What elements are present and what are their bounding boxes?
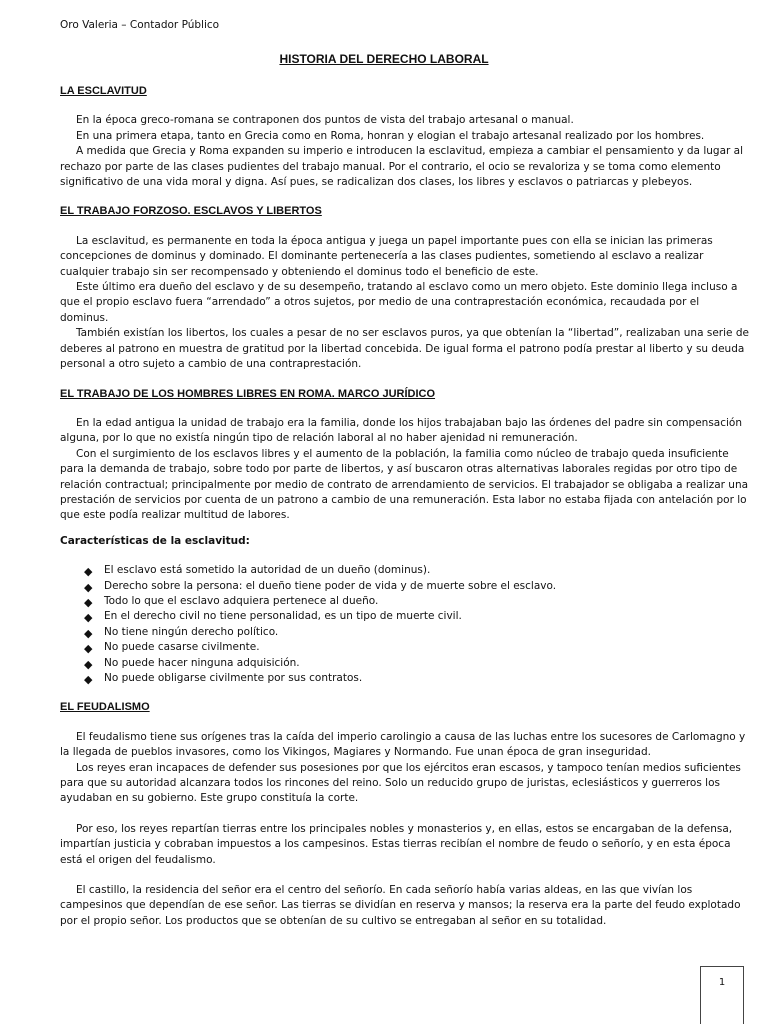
- list-item-text: En el derecho civil no tiene personalidad, es un tipo de muerte civil.: [104, 610, 462, 623]
- list-item-text: No puede casarse civilmente.: [104, 641, 260, 654]
- paragraph: También existían los libertos, los cuales a pesar de no ser esclavos puros, ya que obtenían la “libertad”, realizaban una serie de deberes al patrono en muestra de gratitud por la libertad concebida. De igual forma el patrono podía prestar al liberto y su deuda personal a otro sujeto a cambio de una contraprestación.: [60, 327, 749, 371]
- section-trabajo-forzoso: [60, 204, 750, 372]
- diamond-bullet-icon: ◆: [84, 611, 93, 625]
- section-hombres-libres: [60, 387, 750, 687]
- list-item-text: No puede obligarse civilmente por sus contratos.: [104, 672, 363, 684]
- diamond-bullet-icon: ◆: [84, 642, 93, 656]
- list-item: [84, 656, 750, 671]
- list-item: [84, 671, 750, 686]
- section-heading: EL FEUDALISMO: [60, 701, 150, 714]
- page-number: 1: [700, 966, 744, 1024]
- diamond-bullet-icon: ◆: [84, 626, 93, 640]
- paragraph: Con el surgimiento de los esclavos libres y el aumento de la población, la familia como núcleo de trabajo queda insuficiente para la demanda de trabajo, sobre todo por parte de libertos, y así buscaron otras alternativas laborales regidas por otro tipo de relación contractual; principalmente por medio de contrato de arrendamiento de servicios. El trabajador se obligaba a realizar una prestación de servicios por cuenta de un patrono a cambio de una remuneración. Esta labor no estaba fijada con antelación por lo que este podía realizar multitud de labores.: [60, 447, 749, 522]
- bullet-list: [60, 563, 750, 686]
- list-item: [84, 625, 750, 640]
- list-item-text: Derecho sobre la persona: el dueño tiene poder de vida y de muerte sobre el esclavo.: [104, 579, 557, 592]
- list-item-text: No tiene ningún derecho político.: [104, 625, 279, 638]
- list-item-text: El esclavo está sometido la autoridad de un dueño (dominus).: [104, 564, 431, 577]
- section-heading: EL TRABAJO FORZOSO. ESCLAVOS Y LIBERTOS: [60, 205, 322, 218]
- diamond-bullet-icon: ◆: [84, 565, 93, 579]
- paragraph: Los reyes eran incapaces de defender sus posesiones por que los ejércitos eran escasos, y tampoco tenían medios suficientes para que su autoridad alcanzara todos los rincones del reino. Solo un reducido grupo de juristas, eclesiásticos y guerreros los ayudaban en su gobierno. Este grupo constituía la corte.: [60, 761, 741, 805]
- paragraph: El castillo, la residencia del señor era el centro del señorío. En cada señorío había varias aldeas, en las que vivían los campesinos que dependían de ese señor. Las tierras se dividían en reserva y mansos; la reserva era la parte del feudo explotado por el propio señor. Los productos que se obtenían de su cultivo se entregaban al señor en su totalidad.: [60, 884, 741, 927]
- section-heading: LA ESCLAVITUD: [60, 85, 147, 97]
- diamond-bullet-icon: ◆: [84, 673, 93, 686]
- paragraph: El feudalismo tiene sus orígenes tras la caída del imperio carolingio a causa de las luchas entre los sucesores de Carlomagno y la llegada de pueblos invasores, como los Vikingos, Magiares y Normando. Fue unan época de gran inseguridad.: [60, 730, 746, 759]
- diamond-bullet-icon: ◆: [84, 657, 93, 671]
- paragraph: Por eso, los reyes repartían tierras entre los principales nobles y monasterios y, en ellas, estos se encargaban de la defensa, impartían justicia y cobraban impuestos a los campesinos. Estas tierras recibían el nombre de feudo o señorío, y en esta época está el origen del feudalismo.: [60, 822, 733, 866]
- list-item: [84, 563, 750, 578]
- section-esclavitud: [60, 84, 750, 190]
- section-heading: EL TRABAJO DE LOS HOMBRES LIBRES EN ROMA. MARCO JURÍDICO: [60, 387, 436, 400]
- paragraph: Este último era dueño del esclavo y de su desempeño, tratando al esclavo como un mero objeto. Este dominio llega incluso a que el propio esclavo fuera “arrendado” a otros sujetos, por medio de una contraprestación económica, recaudada por el dominus.: [60, 281, 738, 324]
- document-title: HISTORIA DEL DERECHO LABORAL: [279, 52, 489, 66]
- list-item-text: No puede hacer ninguna adquisición.: [104, 656, 300, 669]
- paragraph: En una primera etapa, tanto en Grecia como en Roma, honran y elogian el trabajo artesanal realizado por los hombres.: [76, 129, 705, 142]
- diamond-bullet-icon: ◆: [84, 580, 93, 594]
- paragraph: En la edad antigua la unidad de trabajo era la familia, donde los hijos trabajaban bajo las órdenes del padre sin compensación alguna, por lo que no existía ningún tipo de relación laboral al no haber ajenidad ni remuneración.: [60, 416, 742, 445]
- document-body: [60, 84, 750, 943]
- paragraph: La esclavitud, es permanente en toda la época antigua y juega un papel importante pues con ella se inician las primeras concepciones de dominus y dominado. El dominante pertenecería a las clases pudientes, sometiendo al esclavo a realizar cualquier trabajo sin ser recompensado y obteniendo el dominus todo el beneficio de este.: [60, 234, 713, 278]
- section-feudalismo: [60, 700, 750, 929]
- diamond-bullet-icon: ◆: [84, 595, 93, 609]
- list-item: [84, 594, 750, 609]
- page-header: Oro Valeria – Contador Público: [60, 19, 220, 31]
- list-item: [84, 640, 750, 655]
- paragraph: En la época greco-romana se contraponen dos puntos de vista del trabajo artesanal o manual.: [76, 114, 574, 127]
- subheading: Características de la esclavitud:: [60, 534, 250, 547]
- list-item: [84, 609, 750, 624]
- list-item: [84, 579, 750, 594]
- paragraph: A medida que Grecia y Roma expanden su imperio e introducen la esclavitud, empieza a cambiar el pensamiento y da lugar al rechazo por parte de las clases pudientes del trabajo manual. Por el contrario, el ocio se revaloriza y se toma como elemento significativo de una vida moral y digna. Así pues, se radicalizan dos clases, los libres y esclavos o patriarcas y plebeyos.: [60, 145, 744, 189]
- list-item-text: Todo lo que el esclavo adquiera pertenece al dueño.: [104, 594, 379, 607]
